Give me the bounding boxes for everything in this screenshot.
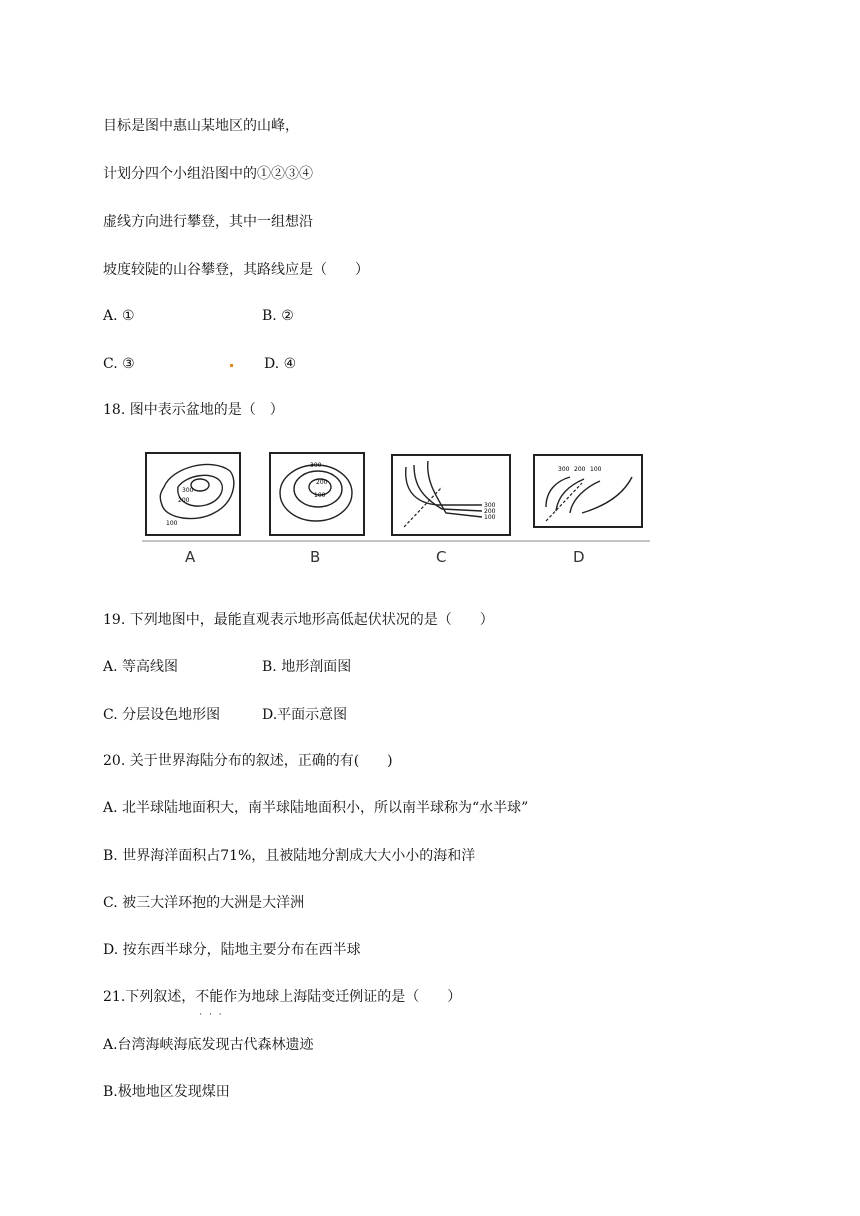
q17-line1: 目标是图中惠山某地区的山峰，: [103, 118, 299, 134]
q21-stem-before: 21.下列叙述，: [103, 989, 196, 1005]
panel-c-map: [392, 455, 510, 535]
panel-a-label-200: 200: [178, 497, 190, 504]
q21-option-b: B.极地地区发现煤田: [103, 1084, 230, 1100]
panel-a-label-100: 100: [166, 520, 178, 527]
panel-c-label-200: 200: [484, 508, 496, 515]
q21-option-a: A.台湾海峡海底发现古代森林遗迹: [103, 1037, 314, 1053]
panel-d-label-100: 100: [590, 466, 602, 473]
panel-label-b: B: [310, 548, 321, 566]
panel-b-label-200: 200: [316, 479, 328, 486]
panel-a-map: [146, 453, 240, 535]
q17-option-c: C. ③: [103, 356, 135, 372]
panel-d-label-200: 200: [574, 466, 586, 473]
q19-option-c: C. 分层设色地形图: [103, 707, 221, 723]
q17-option-d: D. ④: [264, 356, 297, 372]
q17-line2: 计划分四个小组沿图中的①②③④: [103, 166, 313, 182]
panel-b-label-300: 300: [310, 462, 322, 469]
panel-label-a: A: [185, 548, 196, 566]
q17-line3: 虚线方向进行攀登，其中一组想沿: [103, 214, 313, 230]
q19-option-a: A. 等高线图: [103, 659, 179, 675]
q20-stem: 20. 关于世界海陆分布的叙述，正确的有( ): [103, 753, 393, 769]
q21-stem: [103, 988, 461, 1006]
q21-stem-after: 作为地球上海陆变迁例证的是（ ）: [223, 989, 462, 1005]
q20-option-a: A. 北半球陆地面积大，南半球陆地面积小，所以南半球称为“水半球”: [103, 800, 529, 816]
q20-option-d: D. 按东西半球分，陆地主要分布在西半球: [103, 942, 361, 958]
q17-line4: 坡度较陡的山谷攀登，其路线应是（ ）: [103, 262, 369, 278]
q20-option-c: C. 被三大洋环抱的大洲是大洋洲: [103, 895, 305, 911]
q20-option-b: B. 世界海洋面积占71%，且被陆地分割成大大小小的海和洋: [103, 848, 476, 864]
q18-stem: 18. 图中表示盆地的是（ ）: [103, 402, 284, 418]
panel-d-map: [534, 455, 642, 527]
panel-a-label-300: 300: [182, 487, 194, 494]
panel-c-label-100: 100: [484, 514, 496, 521]
q17-option-b: B. ②: [262, 308, 294, 324]
panel-label-d: D: [573, 548, 585, 566]
q19-option-d: D.平面示意图: [262, 707, 348, 723]
panel-c-label-300: 300: [484, 502, 496, 509]
panel-label-c: C: [436, 548, 447, 566]
q21-stem-emphasis: 不能 · · ·: [195, 989, 223, 1005]
panel-d-label-300: 300: [558, 466, 570, 473]
scan-speck: [230, 364, 233, 367]
panel-b-map: [270, 453, 364, 535]
q17-option-a: A. ①: [103, 308, 135, 324]
panel-b-label-100: 100: [314, 492, 326, 499]
q19-option-b: B. 地形剖面图: [262, 659, 352, 675]
q19-stem: 19. 下列地图中，最能直观表示地形高低起伏状况的是（ ）: [103, 612, 494, 628]
